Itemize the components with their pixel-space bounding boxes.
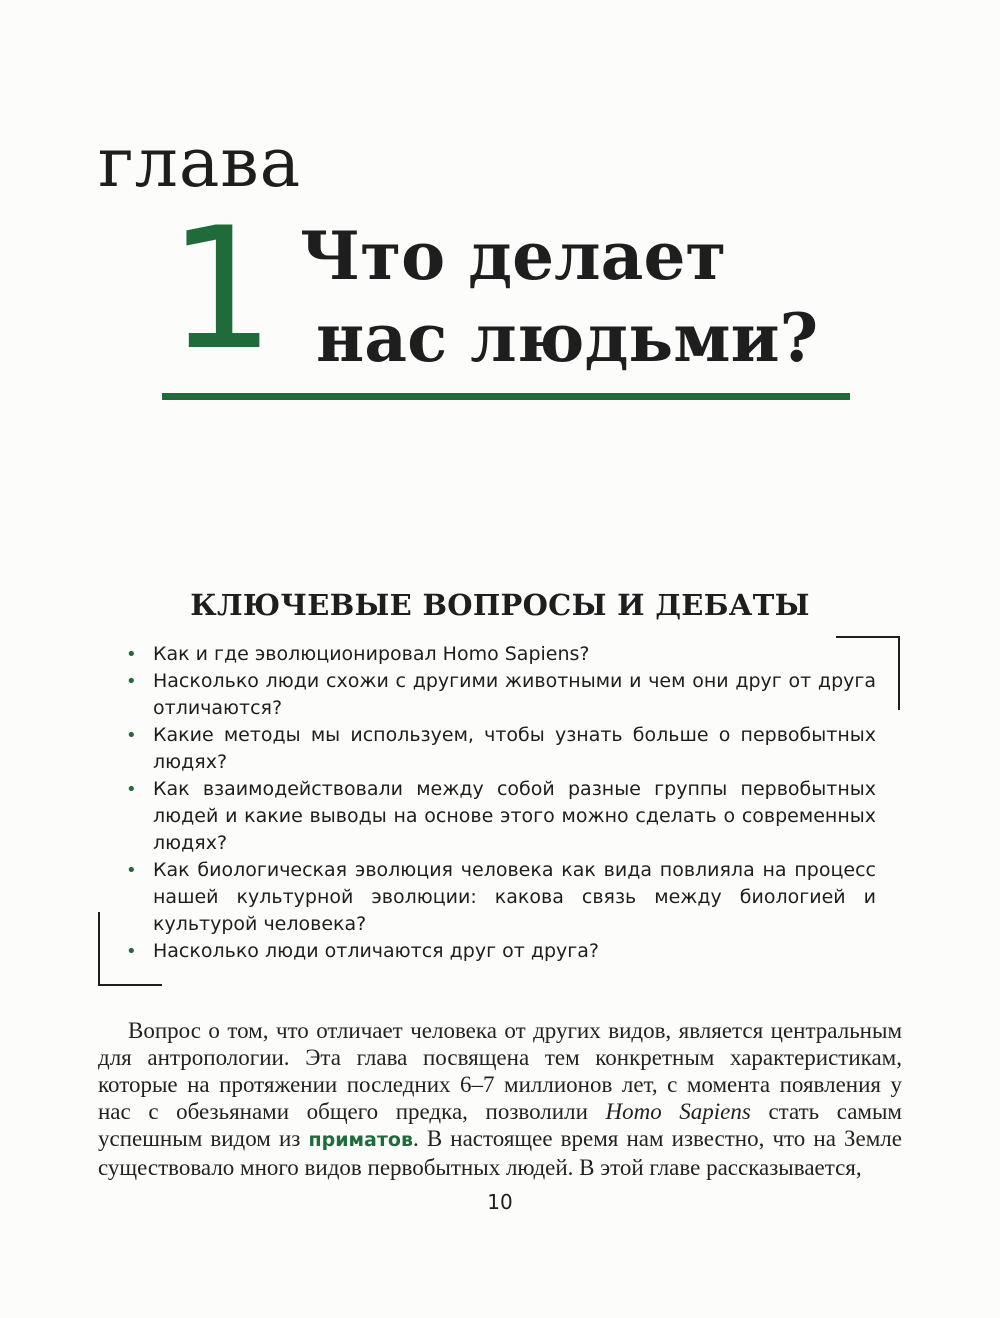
chapter-title-line-2: нас людьми?	[316, 299, 819, 377]
question-text: Насколько люди схожи с другими животными и чем они друг от друга отличаются?	[153, 670, 876, 719]
chapter-number: 1	[168, 191, 275, 387]
question-text: Как и где эволюционировал Homo Sapiens?	[153, 643, 590, 665]
glossary-term[interactable]: приматов	[308, 1129, 413, 1151]
question-item	[124, 938, 876, 965]
body-paragraph	[98, 1017, 902, 1181]
bullet-icon: •	[126, 644, 137, 665]
question-item	[124, 722, 876, 776]
page-number: 10	[487, 1190, 513, 1214]
body-text-segment: Вопрос о том, что отличает человека от других видов, является центральным для антропологии. Эта глава посвящена тем конкретным характеристикам, которые на протяжении последних 6–7 миллионов лет, с момента появления у нас с обезьянами общего предка, позволили	[98, 1018, 902, 1124]
chapter-title	[300, 215, 900, 379]
species-name: Homo Sapiens	[605, 1099, 751, 1124]
question-item	[124, 668, 876, 722]
body-text	[98, 1017, 902, 1181]
question-item	[124, 857, 876, 938]
bullet-icon: •	[126, 671, 137, 692]
question-text: Как биологическая эволюция человека как вида повлияла на процесс нашей культурной эволюции: какова связь между биологией и культурой человека?	[153, 859, 876, 935]
question-item	[124, 776, 876, 857]
bullet-icon: •	[126, 725, 137, 746]
chapter-label: глава	[98, 124, 302, 203]
question-text: Какие методы мы используем, чтобы узнать больше о первобытных людях?	[153, 724, 876, 773]
question-text: Как взаимодействовали между собой разные группы первобытных людей и какие выводы на основе этого можно сделать о современных людях?	[153, 778, 876, 854]
questions-list	[124, 641, 876, 965]
chapter-title-line-1: Что делает	[300, 217, 727, 295]
bullet-icon: •	[126, 941, 137, 962]
body-text-segment: стать самым успешным видом из	[98, 1099, 902, 1151]
question-item	[124, 641, 876, 668]
title-rule	[162, 393, 850, 400]
bullet-icon: •	[126, 779, 137, 800]
questions-heading: КЛЮЧЕВЫЕ ВОПРОСЫ И ДЕБАТЫ	[190, 588, 810, 622]
bullet-icon: •	[126, 860, 137, 881]
body-text-segment: . В настоящее время нам известно, что на Земле существовало много видов первобытных людей. В этой главе рассказывается,	[98, 1126, 902, 1180]
question-text: Насколько люди отличаются друг от друга?	[153, 940, 599, 962]
